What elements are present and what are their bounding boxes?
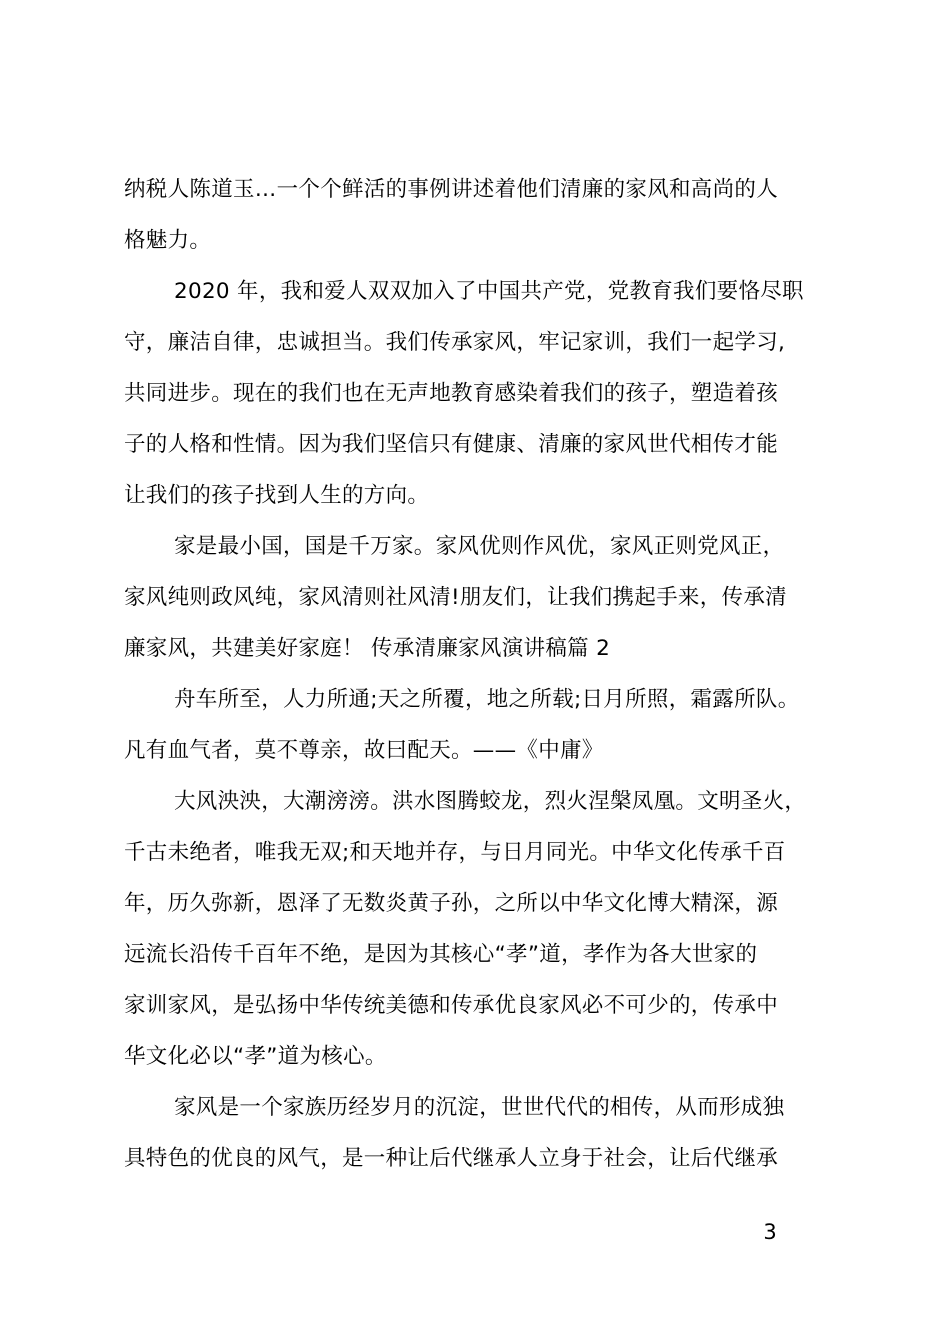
text-line: 家是最小国，国是千万家。家风优则作风优，家风正则党风正， (174, 534, 785, 559)
text-line: 让我们的孩子找到人生的方向。 (124, 483, 430, 508)
text-line: 2020 年，我和爱人双双加入了中国共产党，党教育我们要恪尽职 (174, 279, 804, 304)
text-line: 子的人格和性情。因为我们坚信只有健康、清廉的家风世代相传才能 (124, 432, 779, 457)
text-line: 格魅力。 (124, 228, 212, 253)
text-line: 纳税人陈道玉…一个个鲜活的事例讲述着他们清廉的家风和高尚的人 (124, 177, 779, 202)
page-number: 3 (763, 1220, 777, 1244)
text-line: 千古未绝者，唯我无双;和天地并存，与日月同光。中华文化传承千百 (124, 840, 786, 865)
text-line: 大风泱泱，大潮滂滂。洪水图腾蛟龙，烈火涅槃凤凰。文明圣火， (174, 789, 807, 814)
text-line: 凡有血气者，莫不尊亲，故曰配天。——《中庸》 (124, 738, 604, 763)
text-line: 共同进步。现在的我们也在无声地教育感染着我们的孩子，塑造着孩 (124, 381, 779, 406)
text-line: 家风纯则政风纯，家风清则社风清!朋友们，让我们携起手来，传承清 (124, 585, 787, 610)
text-line: 远流长沿传千百年不绝，是因为其核心“孝”道，孝作为各大世家的 (124, 942, 758, 967)
text-line: 舟车所至，人力所通;天之所覆，地之所载;日月所照，霜露所队。 (174, 687, 800, 712)
document-body (124, 164, 840, 1184)
text-line: 守，廉洁自律，忠诚担当。我们传承家风，牢记家训，我们一起学习, (124, 330, 786, 355)
text-line: 年，历久弥新，恩泽了无数炎黄子孙，之所以中华文化博大精深，源 (124, 891, 779, 916)
text-line: 廉家风，共建美好家庭！ 传承清廉家风演讲稿篇 2 (124, 636, 611, 661)
text-line: 家风是一个家族历经岁月的沉淀，世世代代的相传，从而形成独 (174, 1095, 785, 1120)
text-line: 具特色的优良的风气，是一种让后代继承人立身于社会，让后代继承 (124, 1146, 779, 1171)
text-line: 家训家风，是弘扬中华传统美德和传承优良家风必不可少的，传承中 (124, 993, 779, 1018)
text-line: 华文化必以“孝”道为核心。 (124, 1044, 387, 1069)
